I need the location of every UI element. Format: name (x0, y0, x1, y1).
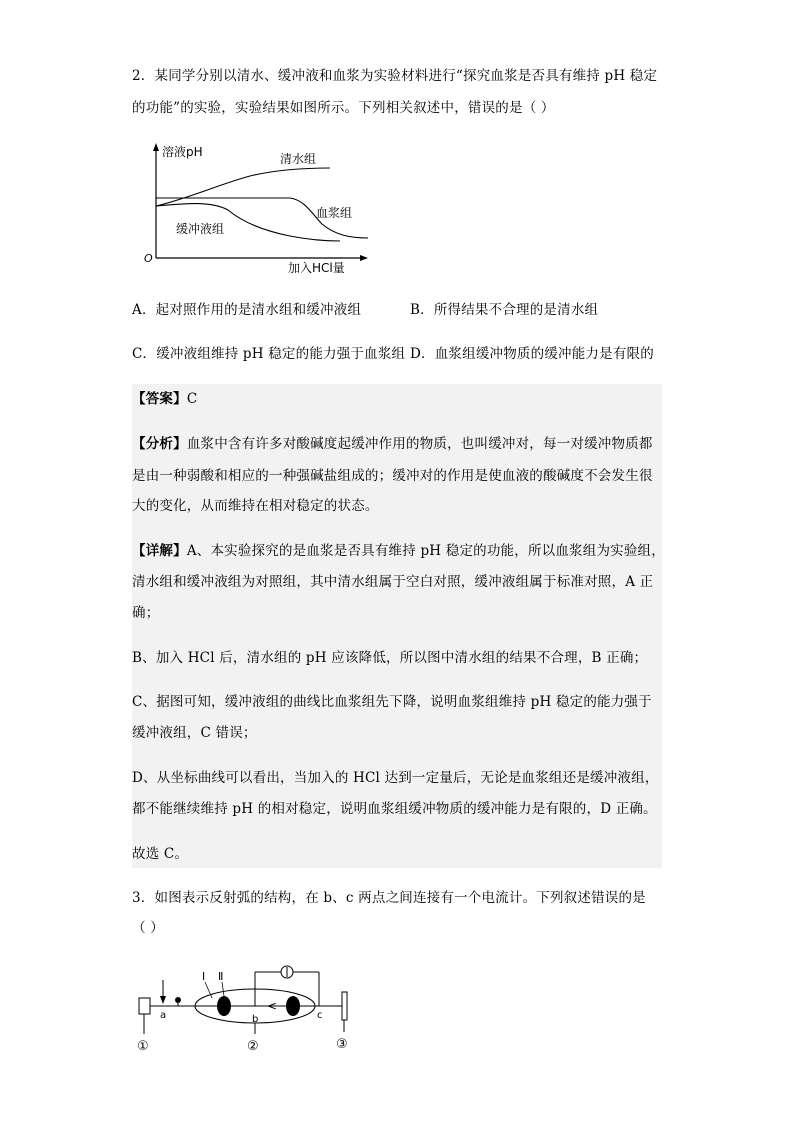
label-buffer: 缓冲液组 (176, 222, 225, 236)
detail-line1 (132, 541, 665, 561)
label-3: ③ (336, 1037, 348, 1052)
reflex-arc-figure (134, 960, 364, 1060)
detail-b: B、加入 HCl 后，清水组的 pH 应该降低，所以图中清水组的结果不合理，B 正确； (132, 650, 648, 666)
detail-c2: 缓冲液组，C 错误； (132, 725, 257, 741)
curve-clear-water (156, 168, 330, 206)
detail-c1: C、据图可知，缓冲液组的曲线比血浆组先下降，说明血浆组维持 pH 稳定的能力强于 (132, 694, 652, 710)
label-II-lead (222, 982, 224, 996)
origin-label: O (144, 252, 153, 265)
detail-line2: 清水组和缓冲液组为对照组，其中清水组属于空白对照，缓冲液组属于标准对照，A 正 (132, 574, 654, 590)
q3-stem-line2: （ ） (132, 920, 164, 936)
label-a: a (160, 1010, 167, 1021)
analysis-text1: 血浆中含有许多对酸碱度起缓冲作用的物质，也叫缓冲对，每一对缓冲物质都 (186, 436, 653, 452)
analysis-line2: 是由一种弱酸和相应的一种强碱盐组成的；缓冲对的作用是使血液的酸碱度不会发生很 (132, 468, 653, 484)
ph-curve-figure (140, 140, 380, 280)
ganglion-dot (175, 997, 181, 1003)
analysis-tag: 【分析】 (132, 436, 187, 452)
effector-block (342, 992, 347, 1020)
neuron-body-2 (286, 996, 300, 1016)
detail-tag: 【详解】 (132, 543, 187, 559)
label-c: c (317, 1010, 323, 1021)
q2-option-d: D．血浆组缓冲物质的缓冲能力是有限的 (410, 346, 654, 362)
analysis-line1 (132, 434, 653, 454)
x-axis-label: 加入HCl量 (288, 261, 345, 275)
stimulus-arrow-head (160, 996, 166, 1004)
answer-value: C (186, 391, 198, 407)
detail-text1: A、本实验探究的是血浆是否具有维持 pH 稳定的功能，所以血浆组为实验组， (186, 543, 665, 559)
q3-stem-line1: 3．如图表示反射弧的结构，在 b、c 两点之间连接有一个电流计。下列叙述错误的是 (132, 890, 646, 906)
q2-stem-line1: 2．某同学分别以清水、缓冲液和血浆为实验材料进行“探究血浆是否具有维持 pH 稳定 (132, 68, 658, 84)
answer-block (132, 384, 662, 868)
q2-option-c: C．缓冲液组维持 pH 稳定的能力强于血浆组 (132, 346, 406, 362)
detail-d1: D、从坐标曲线可以看出，当加入的 HCl 达到一定量后，无论是血浆组还是缓冲液组， (132, 770, 659, 786)
answer-line (132, 389, 197, 409)
label-2: ② (247, 1039, 259, 1054)
label-I: Ⅰ (202, 970, 206, 983)
receptor-box (139, 998, 150, 1014)
x-axis-arrow (360, 255, 368, 261)
analysis-line3: 大的变化，从而维持在相对稳定的状态。 (132, 498, 379, 514)
label-plasma: 血浆组 (316, 206, 353, 220)
neuron-body-1 (217, 996, 231, 1016)
label-1: ① (137, 1039, 149, 1054)
detail-line3: 确； (132, 605, 160, 621)
q2-stem-line2: 的功能”的实验，实验结果如图所示。下列相关叙述中，错误的是（ ） (132, 100, 555, 116)
answer-tag: 【答案】 (132, 391, 187, 407)
detail-d2: 都不能继续维持 pH 的相对稳定，说明血浆组缓冲物质的缓冲能力是有限的，D 正确。 (132, 801, 657, 817)
label-b: b (252, 1014, 259, 1025)
q2-option-b: B．所得结果不合理的是清水组 (410, 302, 599, 318)
y-axis-arrow (153, 143, 159, 151)
label-II: Ⅱ (218, 970, 224, 983)
y-axis-label: 溶液pH (162, 145, 203, 159)
label-clear-water: 清水组 (280, 152, 317, 166)
synapse-mark: < (267, 999, 278, 1013)
q2-option-a: A．起对照作用的是清水组和缓冲液组 (132, 302, 362, 318)
conclusion: 故选 C。 (132, 846, 189, 862)
